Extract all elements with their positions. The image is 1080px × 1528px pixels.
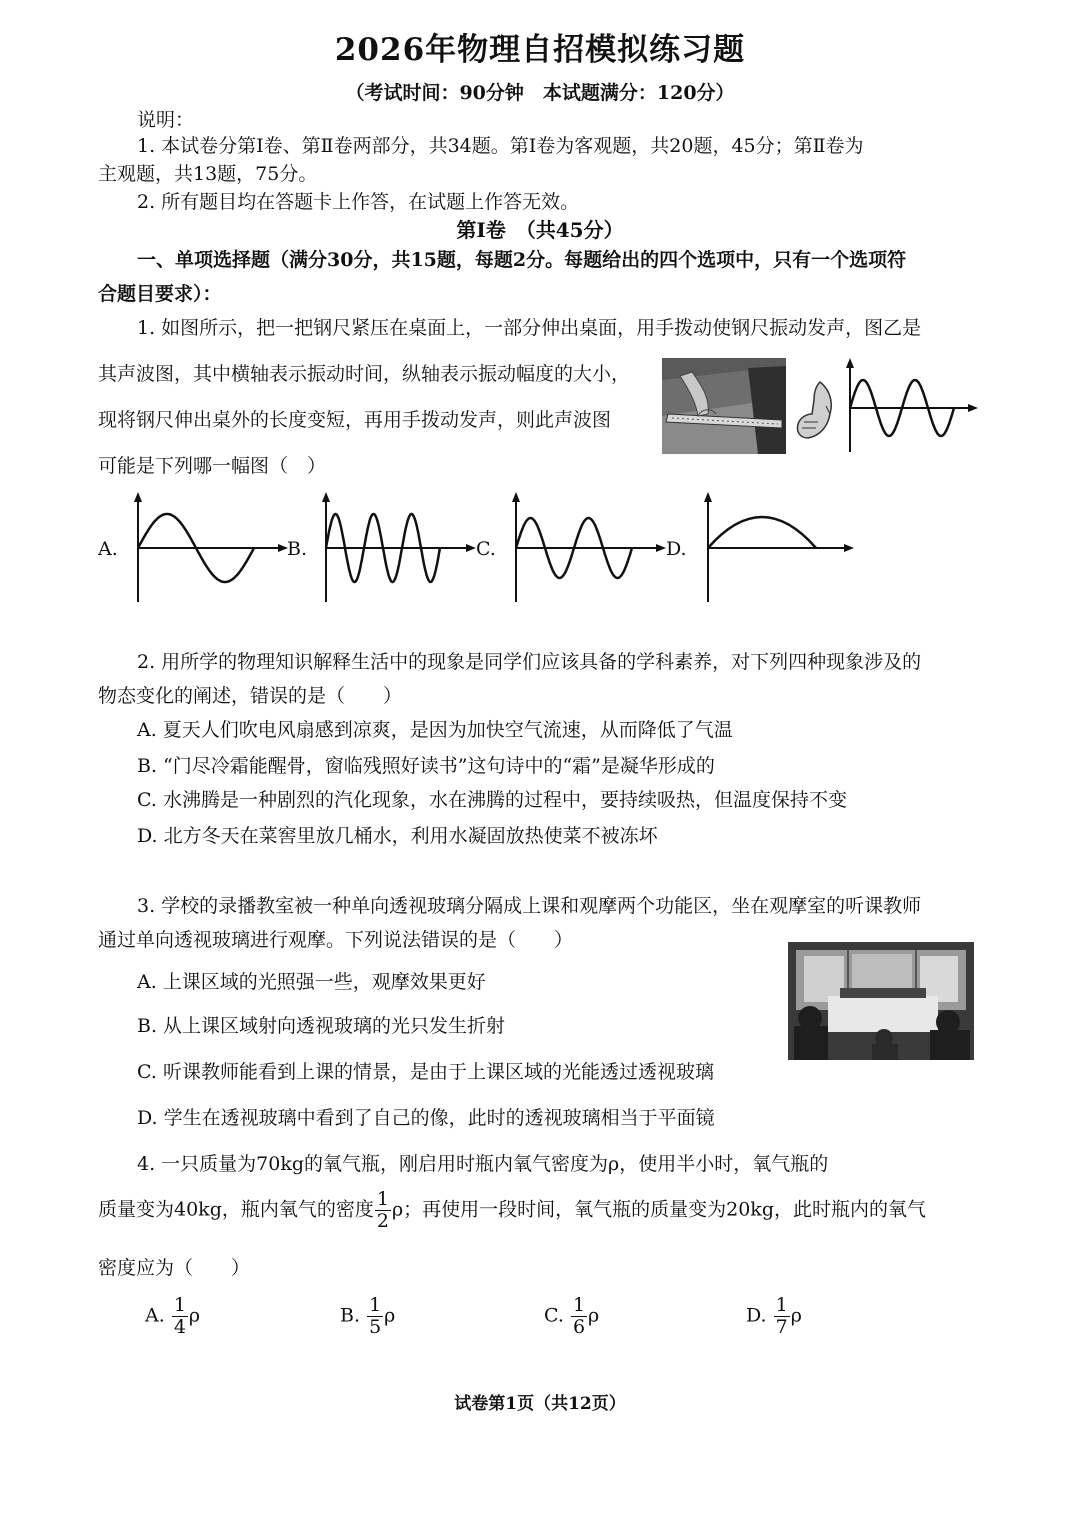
q1-stem-1: 1. 如图所示，把一把钢尺紧压在桌面上，一部分伸出桌面，用手拨动使钢尺振动发声，图乙是: [137, 317, 922, 339]
section-heading-cont: 合题目要求）：: [98, 283, 222, 305]
q2-stem-1: 2. 用所学的物理知识解释生活中的现象是同学们应该具备的学科素养，对下列四种现象涉及的: [137, 651, 922, 673]
q2-option-b[interactable]: B. “门尽冷霜能醒骨，窗临残照好读书”这句诗中的“霜”是凝华形成的: [137, 755, 715, 777]
q1-option-c-wave[interactable]: [508, 492, 668, 604]
page-footer: 试卷第1页（共12页）: [454, 1394, 626, 1414]
option-label: C.: [544, 1304, 564, 1327]
q4-half-fraction: [375, 1190, 391, 1231]
q2-option-d[interactable]: D. 北方冬天在菜窖里放几桶水，利用水凝固放热使菜不被冻坏: [137, 825, 658, 847]
option-unit: ρ: [790, 1304, 802, 1327]
q1-option-b-wave[interactable]: [318, 492, 478, 604]
q1-stem-3: 现将钢尺伸出桌外的长度变短，再用手拨动发声，则此声波图: [98, 409, 612, 431]
instructions-heading: 说明：: [137, 109, 195, 131]
q4-stem-1: 4. 一只质量为70kg的氧气瓶，刚启用时瓶内氧气密度为ρ，使用半小时，氧气瓶的: [137, 1153, 829, 1175]
fraction-numerator: 1: [173, 1294, 186, 1316]
q4-option-d[interactable]: [746, 1296, 802, 1337]
fraction-numerator: 1: [572, 1294, 586, 1316]
q4-stem-2: [98, 1190, 926, 1231]
q3-option-a[interactable]: A. 上课区域的光照强一些，观摩效果更好: [137, 971, 486, 993]
option-fraction: [172, 1296, 188, 1337]
q3-option-d[interactable]: D. 学生在透视玻璃中看到了自己的像，此时的透视玻璃相当于平面镜: [137, 1107, 715, 1129]
q4-stem-2-before: 质量变为40kg，瓶内氧气的密度: [98, 1198, 374, 1221]
instruction-2: 2. 所有题目均在答题卡上作答，在试题上作答无效。: [137, 191, 580, 213]
part1-heading: 第Ⅰ卷 （共45分）: [456, 218, 624, 242]
q1-option-d-wave[interactable]: [700, 492, 856, 604]
option-label: D.: [746, 1304, 767, 1327]
finger-icon: [790, 378, 842, 444]
option-fraction: [571, 1296, 587, 1337]
q4-option-b[interactable]: [340, 1296, 395, 1337]
exam-info: （考试时间：90分钟 本试题满分：120分）: [345, 82, 735, 104]
option-label: A.: [145, 1304, 165, 1327]
q3-option-c[interactable]: C. 听课教师能看到上课的情景，是由于上课区域的光能透过透视玻璃: [137, 1061, 714, 1083]
q1-stem-2: 其声波图，其中横轴表示振动时间，纵轴表示振动幅度的大小，: [98, 363, 631, 385]
fraction-numerator: 1: [376, 1188, 389, 1210]
q2-option-c[interactable]: C. 水沸腾是一种剧烈的汽化现象，水在沸腾的过程中，要持续吸热，但温度保持不变: [137, 789, 847, 811]
q4-stem-3: 密度应为（ ）: [98, 1257, 251, 1279]
option-label: B.: [340, 1304, 361, 1327]
fraction-numerator: 1: [369, 1294, 382, 1316]
q1-stem-4: 可能是下列哪一幅图（ ）: [98, 455, 327, 477]
q1-option-d-label[interactable]: D.: [666, 538, 687, 560]
q4-option-a[interactable]: [145, 1296, 200, 1337]
instruction-1-cont: 主观题，共13题，75分。: [98, 163, 318, 185]
fraction-denominator: 2: [376, 1210, 389, 1232]
fraction-denominator: 4: [173, 1316, 186, 1338]
section-heading: 一、单项选择题（满分30分，共15题，每题2分。每题给出的四个选项中，只有一个选项符: [137, 249, 907, 271]
q1-option-a-label[interactable]: A.: [98, 538, 118, 560]
instruction-1: 1. 本试卷分第Ⅰ卷、第Ⅱ卷两部分，共34题。第Ⅰ卷为客观题，共20题，45分；第Ⅱ卷为: [137, 135, 864, 157]
q3-stem-2: 通过单向透视玻璃进行观摩。下列说法错误的是（ ）: [98, 929, 574, 951]
option-fraction: [774, 1296, 790, 1337]
option-unit: ρ: [588, 1304, 600, 1327]
fraction-numerator: 1: [775, 1294, 788, 1316]
q3-option-b[interactable]: B. 从上课区域射向透视玻璃的光只发生折射: [137, 1015, 506, 1037]
q3-stem-1: 3. 学校的录播教室被一种单向透视玻璃分隔成上课和观摩两个功能区，坐在观摩室的听课教师: [137, 895, 922, 917]
reference-sound-wave: [840, 358, 980, 454]
ruler-on-table-photo: [662, 358, 786, 454]
q1-option-c-label[interactable]: C.: [476, 538, 496, 560]
option-unit: ρ: [384, 1304, 396, 1327]
option-fraction: [367, 1296, 383, 1337]
fraction-denominator: 6: [572, 1316, 586, 1338]
classroom-photo: [788, 942, 974, 1060]
q4-stem-2-after: ρ；再使用一段时间，氧气瓶的质量变为20kg，此时瓶内的氧气: [391, 1198, 926, 1221]
fraction-denominator: 7: [775, 1316, 788, 1338]
page-title: 2026年物理自招模拟练习题: [334, 32, 746, 68]
q2-stem-2: 物态变化的阐述，错误的是（ ）: [98, 685, 403, 707]
q1-option-a-wave[interactable]: [130, 492, 290, 604]
option-unit: ρ: [188, 1304, 201, 1327]
q2-option-a[interactable]: A. 夏天人们吹电风扇感到凉爽，是因为加快空气流速，从而降低了气温: [137, 719, 733, 741]
fraction-denominator: 5: [369, 1316, 382, 1338]
q1-option-b-label[interactable]: B.: [287, 538, 308, 560]
q4-option-c[interactable]: [544, 1296, 599, 1337]
